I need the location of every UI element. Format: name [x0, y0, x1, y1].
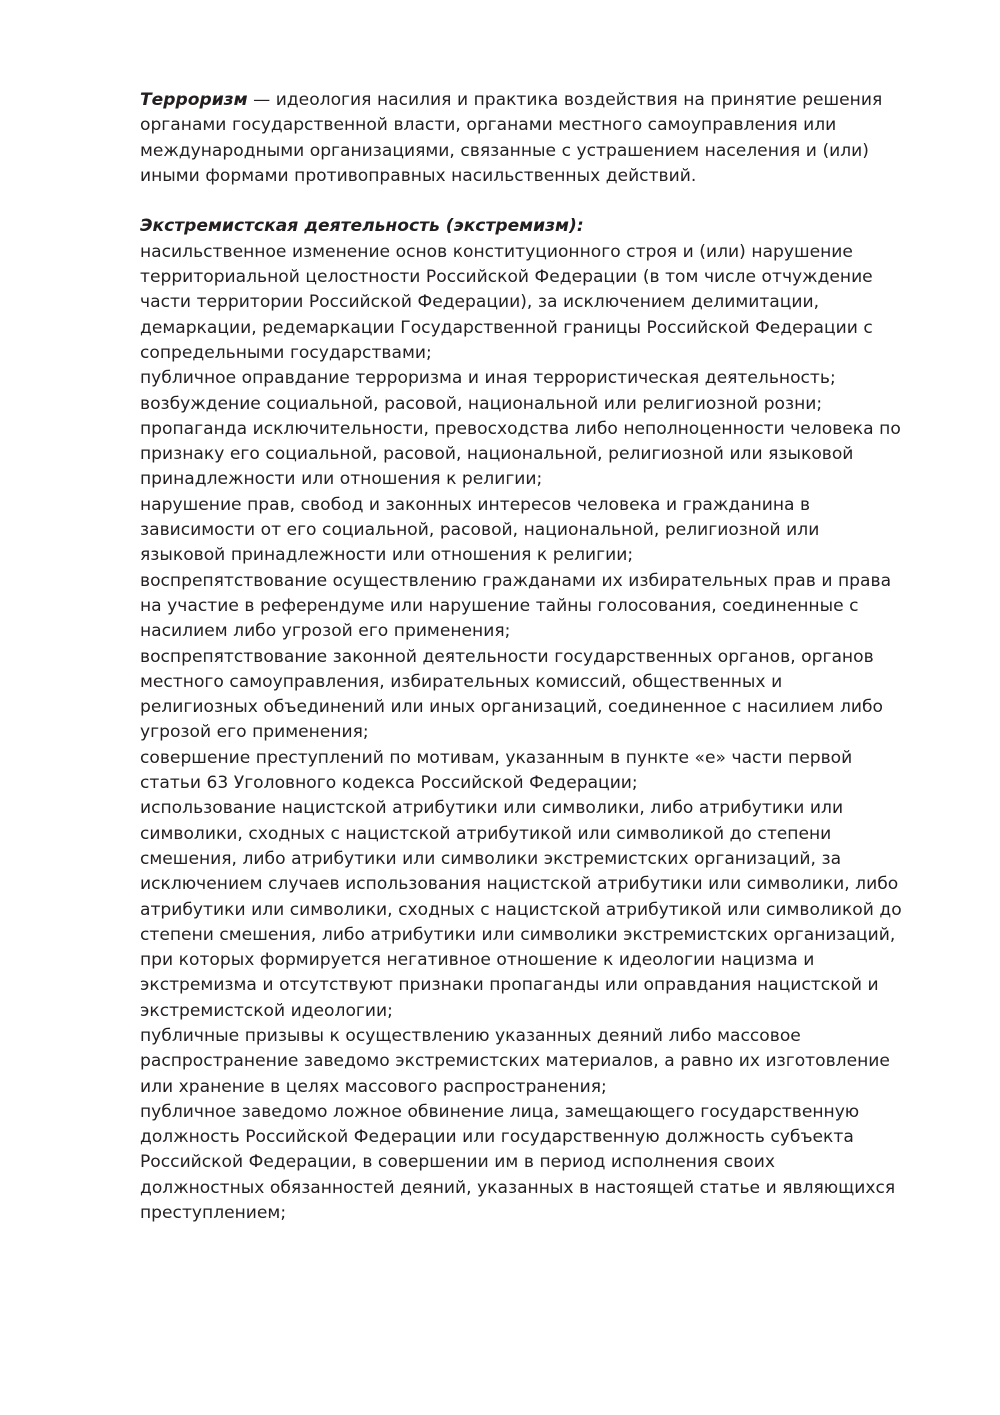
list-item: возбуждение социальной, расовой, национальной или религиозной розни; — [140, 393, 823, 414]
list-item: публичное заведомо ложное обвинение лица, замещающего государственную должность Российской Федерации или государственную должность субъекта Российской Федерации, в совершении им в период исполнения своих должностных обязанностей деяний, указанных в настоящей статье и являющихся преступлением; — [140, 1101, 896, 1224]
paragraph-spacer — [140, 189, 902, 214]
intro-paragraph — [140, 88, 902, 189]
document-body — [140, 88, 902, 1226]
list-item: пропаганда исключительности, превосходства либо неполноценности человека по признаку его социальной, расовой, национальной, религиозной или языковой принадлежности или отношения к религии; — [140, 418, 901, 490]
list-item: публичное оправдание терроризма и иная террористическая деятельность; — [140, 368, 836, 389]
list-item: воспрепятствование осуществлению гражданами их избирательных прав и права на участие в референдуме или нарушение тайны голосования, соединенные с насилием либо угрозой его применения; — [140, 570, 892, 642]
list-item: совершение преступлений по мотивам, указанным в пункте «е» части первой статьи 63 Уголовного кодекса Российской Федерации; — [140, 747, 853, 794]
list-item: насильственное изменение основ конституционного строя и (или) нарушение территориальной целостности Российской Федерации (в том числе отчуждение части территории Российской Федерации), за исключением делимитации, демаркации, редемаркации Государственной границы Российской Федерации с сопредельными государствами; — [140, 241, 873, 363]
lead-term-terrorism: Терроризм — [140, 90, 248, 110]
list-item: нарушение прав, свобод и законных интересов человека и гражданина в зависимости от его социальной, расовой, национальной, религиозной или языковой принадлежности или отношения к религии; — [140, 494, 820, 566]
list-item: использование нацистской атрибутики или символики, либо атрибутики или символики, сходных с нацистской атрибутикой или символикой до степени смешения, либо атрибутики или символики экстремистских организаций, за исключением случаев использования нацистской атрибутики или символики, либо атрибутики или символики, сходных с нацистской атрибутикой или символикой до степени смешения, либо атрибутики или символики экстремистских организаций, при которых формируется негативное отношение к идеологии нацизма и экстремизма и отсутствуют признаки пропаганды или оправдания нацистской и экстремистской идеологии; — [140, 798, 902, 1021]
list-item: воспрепятствование законной деятельности государственных органов, органов местного самоуправления, избирательных комиссий, общественных и религиозных объединений или иных организаций, соединенное с насилием либо угрозой его применения; — [140, 646, 884, 743]
section-heading-extremist-activity: Экстремистская деятельность (экстремизм): — [140, 216, 584, 237]
intro-definition-text: — идеология насилия и практика воздействия на принятие решения органами государственной власти, органами местного самоуправления или международными организациями, связанные с устрашением населения и (или) иными формами противоправных насильственных действий. — [140, 90, 883, 186]
list-item: публичные призывы к осуществлению указанных деяний либо массовое распространение заведомо экстремистских материалов, а равно их изготовление или хранение в целях массового распространения; — [140, 1025, 890, 1097]
